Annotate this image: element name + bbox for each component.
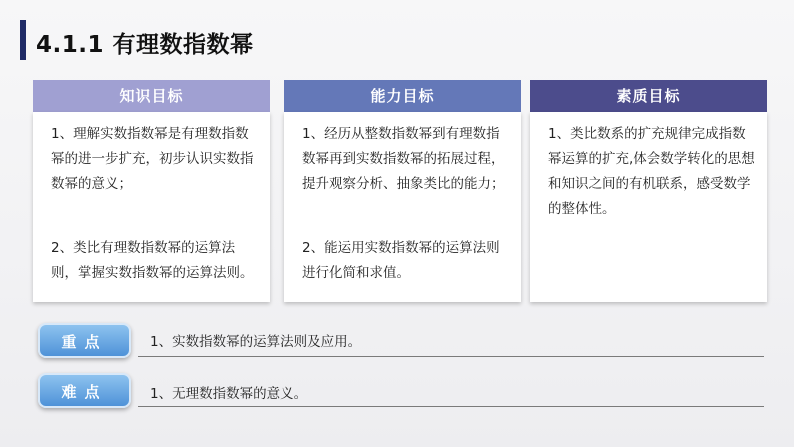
- quality-goal-body: [530, 112, 767, 302]
- page-title: 4.1.1 有理数指数幂: [36, 32, 254, 58]
- ability-goal-header: 能力目标: [284, 80, 521, 112]
- key-point-badge: 重点: [38, 323, 131, 358]
- knowledge-goal-item-2: 2、类比有理数指数幂的运算法则，掌握实数指数幂的运算法则。: [51, 240, 254, 281]
- knowledge-goal-item-1: 1、理解实数指数幂是有理数指数幂的进一步扩充，初步认识实数指数幂的意义；: [51, 126, 254, 192]
- knowledge-goal-header: 知识目标: [33, 80, 270, 112]
- difficulty-text: 1、无理数指数幂的意义。: [150, 386, 308, 402]
- title-accent-bar: [20, 20, 26, 60]
- quality-goal-item-1: 1、类比数系的扩充规律完成指数幂运算的扩充,体会数学转化的思想和知识之间的有机联系，感受数学的整体性。: [548, 126, 755, 217]
- quality-goal-header: 素质目标: [530, 80, 767, 112]
- key-point-divider: [138, 356, 764, 357]
- ability-goal-item-2: 2、能运用实数指数幂的运算法则进行化简和求值。: [302, 240, 500, 281]
- ability-goal-item-1: 1、经历从整数指数幂到有理数指数幂再到实数指数幂的拓展过程，提升观察分析、抽象类比的能力；: [302, 126, 505, 192]
- key-point-text: 1、实数指数幂的运算法则及应用。: [150, 334, 362, 350]
- ability-goal-card: [284, 80, 521, 302]
- quality-goal-card: [530, 80, 767, 302]
- knowledge-goal-card: [33, 80, 270, 302]
- difficulty-badge: 难点: [38, 373, 131, 408]
- knowledge-goal-body: [33, 112, 270, 302]
- difficulty-divider: [138, 406, 764, 407]
- ability-goal-body: [284, 112, 521, 302]
